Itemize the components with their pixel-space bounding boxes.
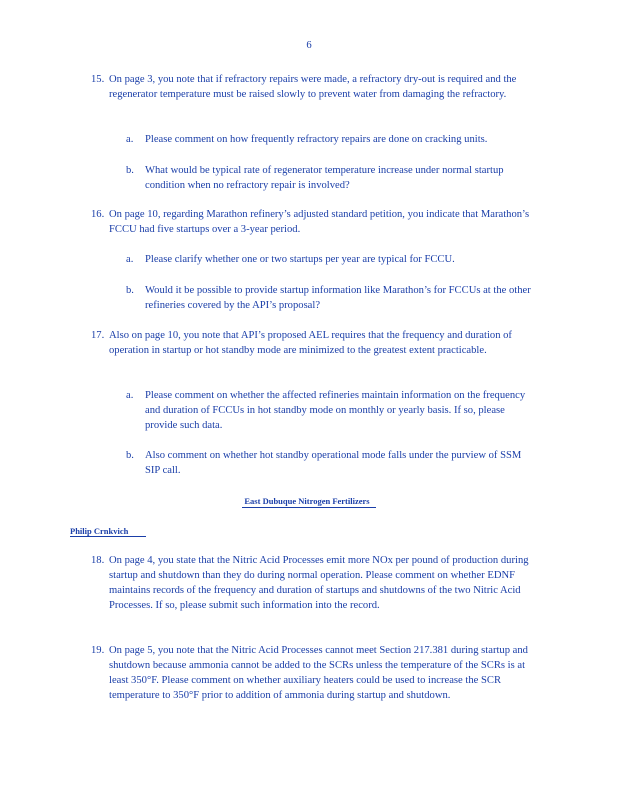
subquestion-text: Please comment on whether the affected refineries maintain information on the frequency and duration of FCCUs in hot standby mode on monthly or yearly basis. If so, please provide such data.	[145, 390, 526, 431]
question-16	[91, 207, 531, 237]
question-number: 15.	[91, 74, 105, 85]
question-18	[91, 553, 531, 613]
question-17b	[126, 448, 531, 478]
question-19	[91, 643, 531, 703]
subquestion-letter: a.	[126, 254, 134, 265]
question-number: 17.	[91, 330, 105, 341]
question-text: On page 4, you state that the Nitric Acid Processes emit more NOx per pound of production during startup and shutdown than they do during normal operation. Please comment on whether EDNF maintains records of the frequency and duration of startups and shutdowns of the two Nitric Acid Processes. If so, please submit such information into the record.	[109, 555, 529, 611]
subquestion-letter: a.	[126, 134, 134, 145]
question-16a	[126, 252, 531, 267]
question-15	[91, 72, 531, 102]
witness-heading: Philip Crnkvich	[70, 524, 146, 539]
page-number: 6	[306, 40, 312, 51]
question-number: 16.	[91, 209, 105, 220]
question-text: On page 5, you note that the Nitric Acid Processes cannot meet Section 217.381 during startup and shutdown because ammonia cannot be added to the SCRs unless the temperature of the SCRs is at least 350°F. Please comment on whether auxiliary heaters could be used to increase the SCR temperature to 350°F prior to addition of ammonia during startup and shutdown.	[109, 645, 528, 701]
subquestion-letter: b.	[126, 450, 134, 461]
subquestion-letter: b.	[126, 285, 134, 296]
subquestion-text: What would be typical rate of regenerator temperature increase under normal startup condition when no refractory repair is involved?	[145, 165, 504, 191]
subquestion-text: Also comment on whether hot standby operational mode falls under the purview of SSM SIP call.	[145, 450, 522, 476]
question-number: 18.	[91, 555, 105, 566]
subquestion-letter: a.	[126, 390, 134, 401]
section-heading: East Dubuque Nitrogen Fertilizers	[0, 494, 618, 509]
question-text: On page 3, you note that if refractory repairs were made, a refractory dry-out is required and the regenerator temperature must be raised slowly to prevent water from damaging the refractory.	[109, 74, 517, 100]
subquestion-text: Would it be possible to provide startup information like Marathon’s for FCCUs at the other refineries covered by the API’s proposal?	[145, 285, 531, 311]
question-text: Also on page 10, you note that API’s proposed AEL requires that the frequency and duration of operation in startup or hot standby mode are minimized to the greatest extent practicable.	[109, 330, 512, 356]
question-17a	[126, 388, 531, 433]
question-15b	[126, 163, 531, 193]
question-text: On page 10, regarding Marathon refinery’s adjusted standard petition, you indicate that Marathon’s FCCU had five startups over a 3-year period.	[109, 209, 530, 235]
question-15a	[126, 132, 531, 147]
question-number: 19.	[91, 645, 105, 656]
subquestion-text: Please comment on how frequently refractory repairs are done on cracking units.	[145, 134, 488, 145]
subquestion-text: Please clarify whether one or two startups per year are typical for FCCU.	[145, 254, 455, 265]
subquestion-letter: b.	[126, 165, 134, 176]
question-17	[91, 328, 531, 358]
question-16b	[126, 283, 531, 313]
